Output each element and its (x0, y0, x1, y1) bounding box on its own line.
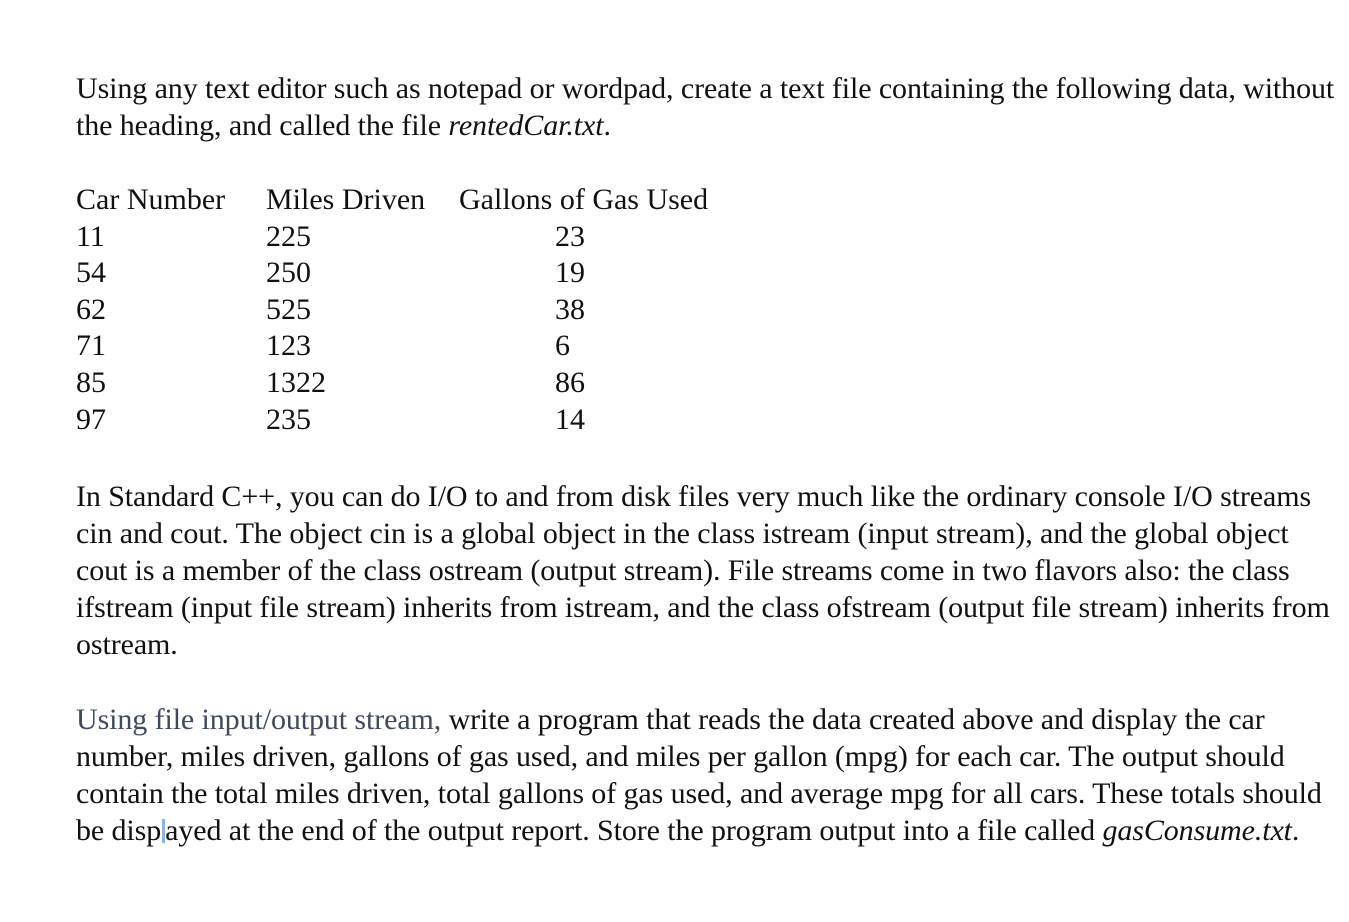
cell-gallons-used: 14 (555, 402, 585, 436)
cell-car-number: 62 (76, 292, 106, 326)
cell-car-number: 97 (76, 402, 106, 436)
cell-miles-driven: 1322 (266, 365, 326, 399)
table-row (76, 328, 708, 365)
cell-gallons-used: 19 (555, 256, 585, 290)
explanation-paragraph: In Standard C++, you can do I/O to and from disk files very much like the ordinary console I/O streams cin and cout. The object cin is a global object in the class istream (input stream), and the global object cout is a member of the class ostream (output stream). File streams come in two flavors also: the class ifstream (input file stream) inherits from istream, and the class ofstream (output file stream) inherits from ostream. (76, 480, 1330, 662)
header-miles-driven: Miles Driven (266, 183, 426, 216)
task-period: . (1291, 814, 1300, 848)
intro-period: . (603, 109, 611, 142)
table-header-row (76, 182, 708, 219)
table-row (76, 219, 708, 256)
table-row (76, 255, 708, 292)
cell-miles-driven: 525 (266, 292, 311, 326)
cell-miles-driven: 225 (266, 219, 311, 253)
cell-miles-driven: 235 (266, 402, 311, 436)
rented-car-filename: rentedCar.txt (448, 109, 604, 142)
cell-car-number: 11 (76, 219, 105, 253)
cell-gallons-used: 6 (555, 329, 570, 363)
cell-miles-driven: 123 (266, 329, 311, 363)
task-text-a: write a program that reads the data created above and display the car number, miles driven, gallons of gas used, and miles per gallon (mpg) for each car. The output should contain the total miles driven, total gallons of gas used, and average mpg for all cars. These totals should be disp (76, 703, 1322, 848)
cell-car-number: 54 (76, 256, 106, 290)
gas-consume-filename: gasConsume.txt (1102, 814, 1292, 848)
task-paragraph (76, 701, 1338, 849)
cell-gallons-used: 38 (555, 292, 585, 326)
task-lead: Using file input/output stream, (76, 703, 442, 737)
cell-gallons-used: 86 (555, 365, 585, 399)
cell-car-number: 71 (76, 329, 106, 363)
table-row (76, 365, 708, 402)
intro-paragraph (76, 70, 1338, 144)
cell-gallons-used: 23 (555, 219, 585, 253)
rented-car-data-table (76, 182, 708, 438)
header-gallons-used: Gallons of Gas Used (459, 183, 709, 216)
cell-miles-driven: 250 (266, 256, 311, 290)
table-row (76, 292, 708, 329)
cell-car-number: 85 (76, 365, 106, 399)
intro-text: Using any text editor such as notepad or wordpad, create a text file containing the following data, without the heading, and called the file (76, 72, 1335, 142)
document-page (76, 70, 1338, 849)
header-car-number: Car Number (76, 183, 226, 216)
table-row (76, 402, 708, 439)
task-text-b: ayed at the end of the output report. Store the program output into a file called (165, 814, 1103, 848)
